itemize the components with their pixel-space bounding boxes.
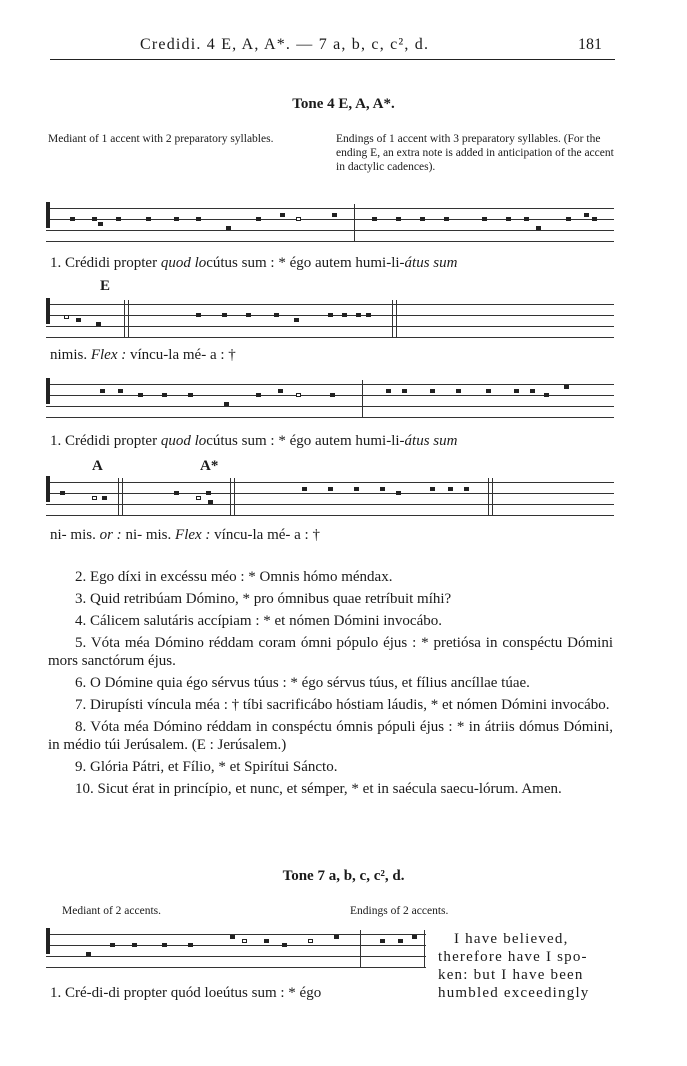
- verse-5: 5. Vóta méa Dómino réddam coram ómni pópulo éjus : * pretiósa in conspéctu Dómini mors sanctórum éjus.: [48, 635, 613, 669]
- tone7-endings-note: Endings of 2 accents.: [350, 905, 449, 917]
- translation-sidebar: [438, 930, 614, 1002]
- ending-a-label: A: [92, 458, 103, 474]
- translation-line-4: humbled exceedingly: [438, 985, 590, 1001]
- staff-4: [46, 478, 614, 516]
- header-rule: [50, 59, 615, 60]
- running-title: Credidi. 4 E, A, A*. — 7 a, b, c, c², d.: [140, 36, 430, 53]
- verse-10: 10. Sicut érat in princípio, et nunc, et sémper, * et in saécula saecu-lórum. Amen.: [75, 781, 562, 797]
- tone7-verse-line-1: 1. Cré-di-di propter quód loeútus sum : * égo: [50, 985, 322, 1001]
- tone4-verse-line-3: 1. Crédidi propter quod locútus sum : * égo autem humi-li-átus sum: [50, 433, 458, 449]
- staff-2: [46, 300, 614, 338]
- tone4-mediant-note: Mediant of 1 accent with 2 preparatory syllables.: [48, 133, 274, 145]
- staff-1: [46, 204, 614, 242]
- tone4-title: Tone 4 E, A, A*.: [292, 96, 395, 112]
- translation-line-1: I have believed,: [454, 931, 569, 947]
- tone7-mediant-note: Mediant of 2 accents.: [62, 905, 161, 917]
- verse-4: 4. Cálicem salutáris accípiam : * et nómen Dómini invocábo.: [75, 613, 442, 629]
- verse-2: 2. Ego díxi in excéssu méo : * Omnis hómo méndax.: [75, 569, 393, 585]
- tone4-verse-line-1: 1. Crédidi propter quod locútus sum : * égo autem humi-li-átus sum: [50, 255, 458, 271]
- verse-6: 6. O Dómine quia égo sérvus túus : * égo sérvus túus, et fílius ancíllae túae.: [75, 675, 530, 691]
- psalm-text: [48, 568, 613, 802]
- tone4-verse-line-2: nimis. Flex : víncu-la mé- a : †: [50, 347, 236, 363]
- tone4-endings-note: Endings of 1 accent with 3 preparatory syllables. (For the ending E, an extra note is added in anticipation of the accent in dactylic cadences).: [336, 133, 614, 173]
- ending-e-label: E: [100, 278, 111, 294]
- verse-7: 7. Dirupísti víncula méa : † tíbi sacrificábo hóstiam láudis, * et nómen Dómini invocábo.: [75, 697, 610, 713]
- verse-9: 9. Glória Pátri, et Fílio, * et Spirítui Sáncto.: [75, 759, 338, 775]
- verse-8: 8. Vóta méa Dómino réddam in conspéctu ómnis pópuli éjus : * in átriis dómus Dómini, in médio túi Jerúsalem. (E : Jerúsalem.): [48, 719, 613, 753]
- ending-astar-label: A*: [200, 458, 219, 474]
- staff-3: [46, 380, 614, 418]
- staff-5: [46, 930, 426, 968]
- tone4-verse-line-4: ni- mis. or : ni- mis. Flex : víncu-la mé- a : †: [50, 527, 320, 543]
- translation-line-2: therefore have I spo-: [438, 949, 588, 965]
- page-number: 181: [578, 36, 602, 53]
- tone7-title: Tone 7 a, b, c, c², d.: [282, 868, 405, 884]
- translation-line-3: ken: but I have been: [438, 967, 584, 983]
- verse-3: 3. Quid retribúam Dómino, * pro ómnibus quae retríbuit míhi?: [75, 591, 452, 607]
